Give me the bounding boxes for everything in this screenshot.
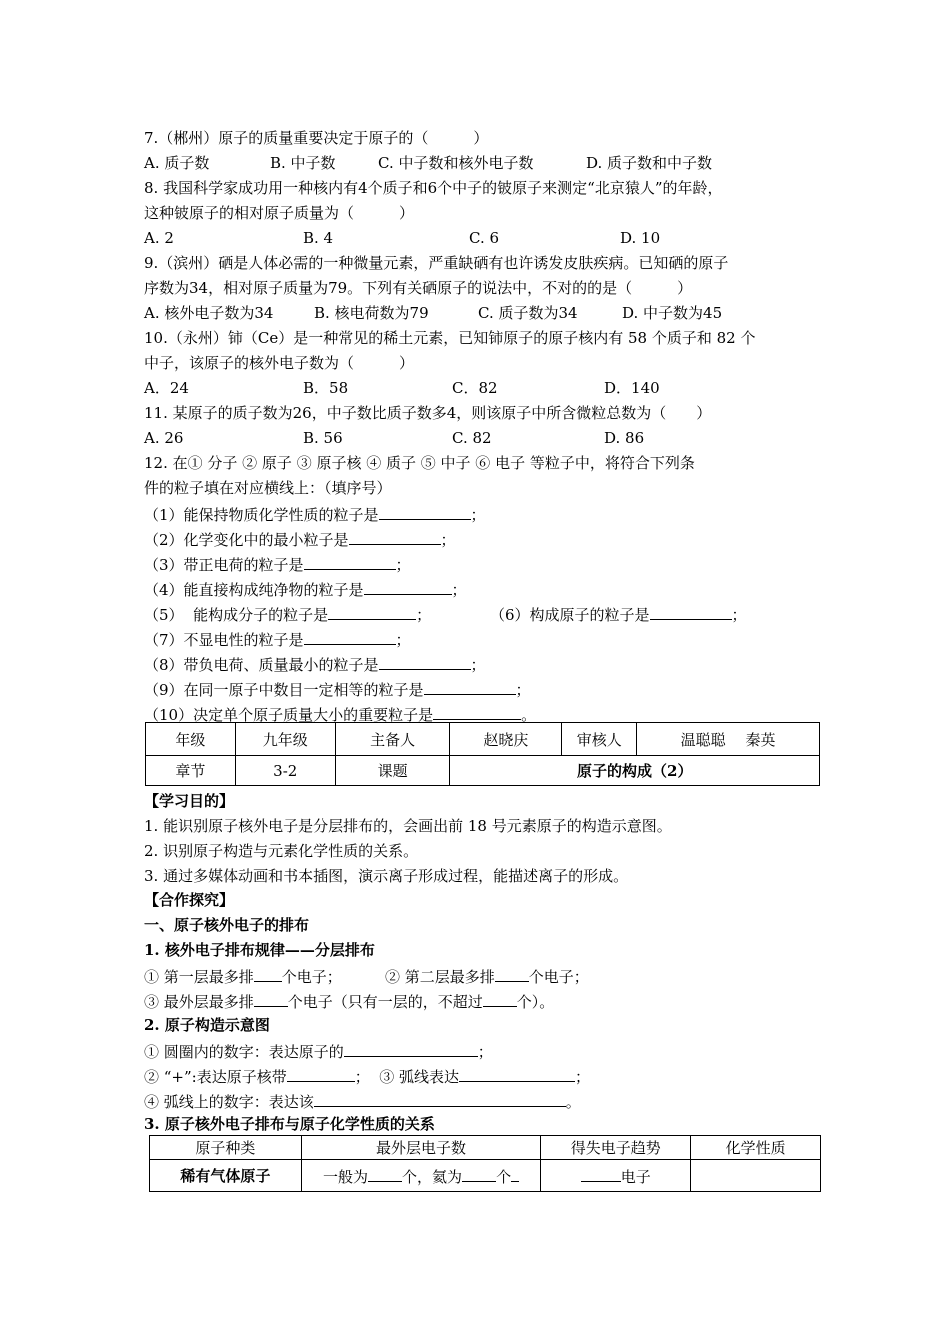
q10-stem-line1: 10.（永州）铈（Ce）是一种常见的稀土元素，已知铈原子的原子核内有 58 个质子和 82 个 — [144, 329, 756, 347]
lesson-header-table — [145, 722, 820, 786]
chem-property-cell[interactable] — [691, 1160, 821, 1192]
q12-item-1: （1）能保持物质化学性质的粒子是 ； — [144, 503, 486, 525]
q8-option-b: B. 4 — [303, 229, 334, 247]
q9-stem-line1: 9.（滨州）硒是人体必需的一种微量元素，严重缺硒有也许诱发皮肤疾病。已知硒的原子 — [144, 254, 729, 272]
diagram-item-4: ④ 弧线上的数字：表达该 。 — [144, 1090, 581, 1112]
col-header-chem-property: 化学性质 — [691, 1136, 821, 1160]
answer-blank[interactable] — [314, 1090, 566, 1107]
q10-option-b: B．58 — [303, 379, 349, 397]
rule-3: ③ 最外层最多排 个电子（只有一层的，不超过 个）。 — [144, 990, 554, 1012]
col-header-electron-trend: 得失电子趋势 — [541, 1136, 691, 1160]
atom-type-noble-gas: 稀有气体原子 — [150, 1160, 302, 1192]
subsection-3-title: 3. 原子核外电子排布与原子化学性质的关系 — [144, 1115, 435, 1133]
answer-blank[interactable] — [304, 553, 396, 570]
answer-blank[interactable] — [328, 603, 416, 620]
answer-blank[interactable] — [581, 1165, 621, 1182]
goal-item-1: 1. 能识别原子核外电子是分层排布的，会画出前 18 号元素原子的构造示意图。 — [144, 817, 672, 835]
answer-blank[interactable] — [304, 628, 396, 645]
col-header-outer-electrons: 最外层电子数 — [301, 1136, 541, 1160]
label-preparer: 主备人 — [335, 723, 450, 756]
q12-item-3: （3）带正电荷的粒子是 ； — [144, 553, 411, 575]
answer-blank[interactable] — [254, 990, 288, 1007]
q7-option-d: D. 质子数和中子数 — [586, 154, 713, 172]
q12-item-5: （5） 能构成分子的粒子是 ； — [144, 603, 431, 625]
value-topic: 原子的构成（2） — [450, 756, 820, 786]
value-reviewer: 温聪聪 秦英 — [637, 723, 820, 756]
answer-blank[interactable] — [379, 653, 471, 670]
value-preparer: 赵晓庆 — [450, 723, 562, 756]
explore-heading: 【合作探究】 — [144, 891, 235, 909]
q7-option-c: C. 中子数和核外电子数 — [378, 154, 534, 172]
q11-option-b: B. 56 — [303, 429, 343, 447]
answer-blank[interactable] — [433, 703, 521, 720]
q9-option-b: B. 核电荷数为79 — [314, 304, 429, 322]
electron-trend-cell: 电子 — [541, 1160, 691, 1192]
q10-stem-line2: 中子，该原子的核外电子数为（ ） — [144, 354, 415, 372]
q11-stem: 11. 某原子的质子数为26，中子数比质子数多4，则该原子中所含微粒总数为（ ） — [144, 404, 712, 422]
answer-blank[interactable] — [254, 965, 282, 982]
q12-item-2: （2）化学变化中的最小粒子是 ； — [144, 528, 456, 550]
answer-blank[interactable] — [364, 578, 452, 595]
q8-option-c: C. 6 — [469, 229, 500, 247]
q10-option-d: D．140 — [604, 379, 660, 397]
answer-blank[interactable] — [495, 965, 529, 982]
q8-option-d: D. 10 — [620, 229, 661, 247]
q9-option-d: D. 中子数为45 — [622, 304, 723, 322]
q11-option-a: A. 26 — [144, 429, 184, 447]
q7-option-a: A. 质子数 — [144, 154, 210, 172]
answer-blank[interactable] — [287, 1065, 355, 1082]
answer-blank[interactable] — [459, 1065, 575, 1082]
goal-item-2: 2. 识别原子构造与元素化学性质的关系。 — [144, 842, 419, 860]
answer-blank[interactable] — [462, 1165, 496, 1182]
rule-1: ① 第一层最多排 个电子； — [144, 965, 342, 987]
diagram-item-1: ① 圆圈内的数字：表达原子的 ； — [144, 1040, 493, 1062]
goals-heading: 【学习目的】 — [144, 792, 235, 810]
q12-item-8: （8）带负电荷、质量最小的粒子是 ； — [144, 653, 486, 675]
q12-stem-line2: 件的粒子填在对应横线上：（填序号） — [144, 479, 392, 497]
q11-option-c: C. 82 — [452, 429, 492, 447]
q10-option-a: A．24 — [144, 379, 189, 397]
rule-2: ② 第二层最多排 个电子； — [385, 965, 589, 987]
value-chapter: 3-2 — [235, 756, 335, 786]
section-1-title: 一、原子核外电子的排布 — [144, 916, 310, 934]
outer-electrons-cell: 一般为 个，氦为 个 — [301, 1160, 541, 1192]
answer-blank[interactable] — [650, 603, 732, 620]
answer-blank[interactable] — [379, 503, 471, 520]
label-reviewer: 审核人 — [562, 723, 637, 756]
answer-blank[interactable] — [424, 678, 516, 695]
label-chapter: 章节 — [146, 756, 236, 786]
q10-option-c: C．82 — [452, 379, 498, 397]
q9-stem-line2: 序数为34，相对原子质量为79。下列有关硒原子的说法中，不对的的是（ ） — [144, 279, 693, 297]
q11-option-d: D. 86 — [604, 429, 645, 447]
q9-option-a: A. 核外电子数为34 — [144, 304, 274, 322]
q12-item-7: （7）不显电性的粒子是 ； — [144, 628, 411, 650]
value-grade: 九年级 — [235, 723, 335, 756]
q12-item-4: （4）能直接构成纯净物的粒子是 ； — [144, 578, 467, 600]
subsection-1-title: 1. 核外电子排布规律——分层排布 — [144, 941, 375, 959]
q12-item-6: （6）构成原子的粒子是 ； — [490, 603, 747, 625]
label-topic: 课题 — [335, 756, 450, 786]
electron-property-table — [149, 1135, 821, 1192]
answer-blank[interactable] — [368, 1165, 402, 1182]
answer-blank[interactable] — [344, 1040, 478, 1057]
q12-item-9: （9）在同一原子中数目一定相等的粒子是 ； — [144, 678, 531, 700]
answer-blank[interactable] — [349, 528, 441, 545]
q7-stem: 7.（郴州）原子的质量重要决定于原子的（ ） — [144, 129, 489, 147]
q12-item-10: （10）决定单个原子质量大小的重要粒子是 。 — [144, 703, 536, 725]
q12-stem-line1: 12. 在① 分子 ② 原子 ③ 原子核 ④ 质子 ⑤ 中子 ⑥ 电子 等粒子中，将符合下列条 — [144, 454, 695, 472]
col-header-atom-type: 原子种类 — [150, 1136, 302, 1160]
answer-blank[interactable] — [511, 1165, 519, 1182]
subsection-2-title: 2. 原子构造示意图 — [144, 1016, 270, 1034]
q7-option-b: B. 中子数 — [270, 154, 336, 172]
q8-stem-line2: 这种铍原子的相对原子质量为（ ） — [144, 204, 415, 222]
answer-blank[interactable] — [483, 990, 517, 1007]
label-grade: 年级 — [146, 723, 236, 756]
q9-option-c: C. 质子数为34 — [478, 304, 578, 322]
q8-stem-line1: 8. 我国科学家成功用一种核内有4个质子和6个中子的铍原子来测定“北京猿人”的年龄， — [144, 179, 723, 197]
goal-item-3: 3. 通过多媒体动画和书本插图，演示离子形成过程，能描述离子的形成。 — [144, 867, 629, 885]
q8-option-a: A. 2 — [144, 229, 174, 247]
diagram-item-2: ② “+”:表达原子核带 ； ③ 弧线表达 ； — [144, 1065, 590, 1087]
